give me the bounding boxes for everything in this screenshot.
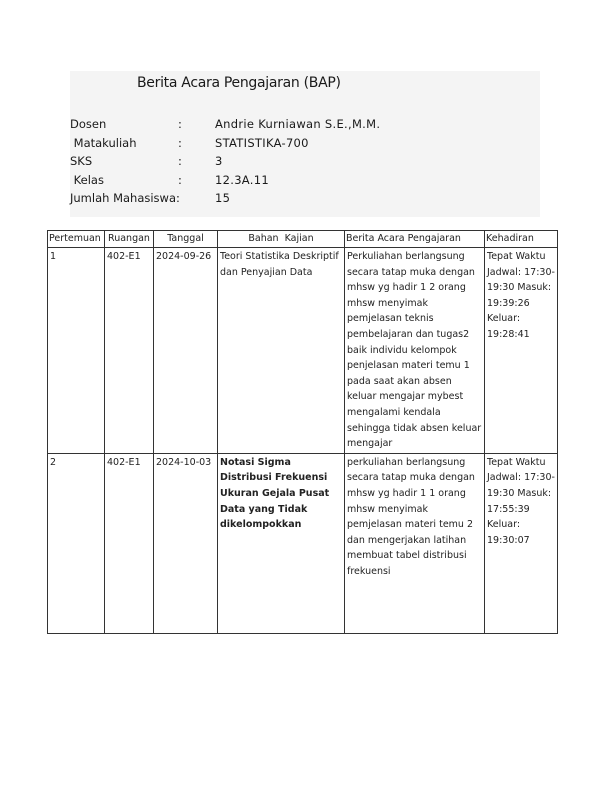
info-label: Dosen [70,117,107,131]
table-row [48,248,558,454]
info-label: Jumlah Mahasiswa: [70,191,180,205]
cell-bahan-kajian: Teori Statistika Deskriptif dan Penyajian Data [218,248,345,454]
info-label: SKS [70,154,93,168]
info-separator: : [178,173,182,187]
column-header-ruangan: Ruangan [105,231,154,248]
column-header-berita-acara: Berita Acara Pengajaran [345,231,485,248]
info-separator: : [178,136,182,150]
column-header-tanggal: Tanggal [154,231,218,248]
column-header-kehadiran: Kehadiran [485,231,558,248]
cell-tanggal: 2024-10-03 [154,453,218,633]
table-header-row [48,231,558,248]
info-value: 3 [215,154,223,168]
column-header-pertemuan: Pertemuan [48,231,105,248]
info-value: STATISTIKA-700 [215,136,309,150]
info-label: Matakuliah [70,136,137,150]
info-label: Kelas [70,173,104,187]
cell-kehadiran: Tepat Waktu Jadwal: 17:30-19:30 Masuk: 19:39:26 Keluar: 19:28:41 [485,248,558,454]
info-value: 12.3A.11 [215,173,269,187]
cell-ruangan: 402-E1 [105,453,154,633]
bap-table [47,230,558,634]
cell-pertemuan: 2 [48,453,105,633]
cell-tanggal: 2024-09-26 [154,248,218,454]
info-value: Andrie Kurniawan S.E.,M.M. [215,117,381,131]
bap-header [70,71,540,217]
page-title: Berita Acara Pengajaran (BAP) [137,75,341,91]
table-row [48,453,558,633]
cell-berita-acara: perkuliahan berlangsung secara tatap muka dengan mhsw yg hadir 1 1 orang mhsw menyimak pemjelasan materi temu 2 dan mengerjakan latihan membuat tabel distribusi frekuensi [345,453,485,633]
cell-ruangan: 402-E1 [105,248,154,454]
cell-pertemuan: 1 [48,248,105,454]
info-separator: : [178,117,182,131]
info-value: 15 [215,191,231,205]
column-header-bahan-kajian: Bahan Kajian [218,231,345,248]
cell-bahan-kajian: Notasi Sigma Distribusi Frekuensi Ukuran Gejala Pusat Data yang Tidak dikelompokkan [218,453,345,633]
cell-berita-acara: Perkuliahan berlangsung secara tatap muka dengan mhsw yg hadir 1 2 orang mhsw menyimak pemjelasan teknis pembelajaran dan tugas2 baik individu kelompok penjelasan materi temu 1 pada saat akan absen keluar mengajar mybest mengalami kendala sehingga tidak absen keluar mengajar [345,248,485,454]
cell-kehadiran: Tepat Waktu Jadwal: 17:30-19:30 Masuk: 17:55:39 Keluar: 19:30:07 [485,453,558,633]
info-separator: : [178,154,182,168]
